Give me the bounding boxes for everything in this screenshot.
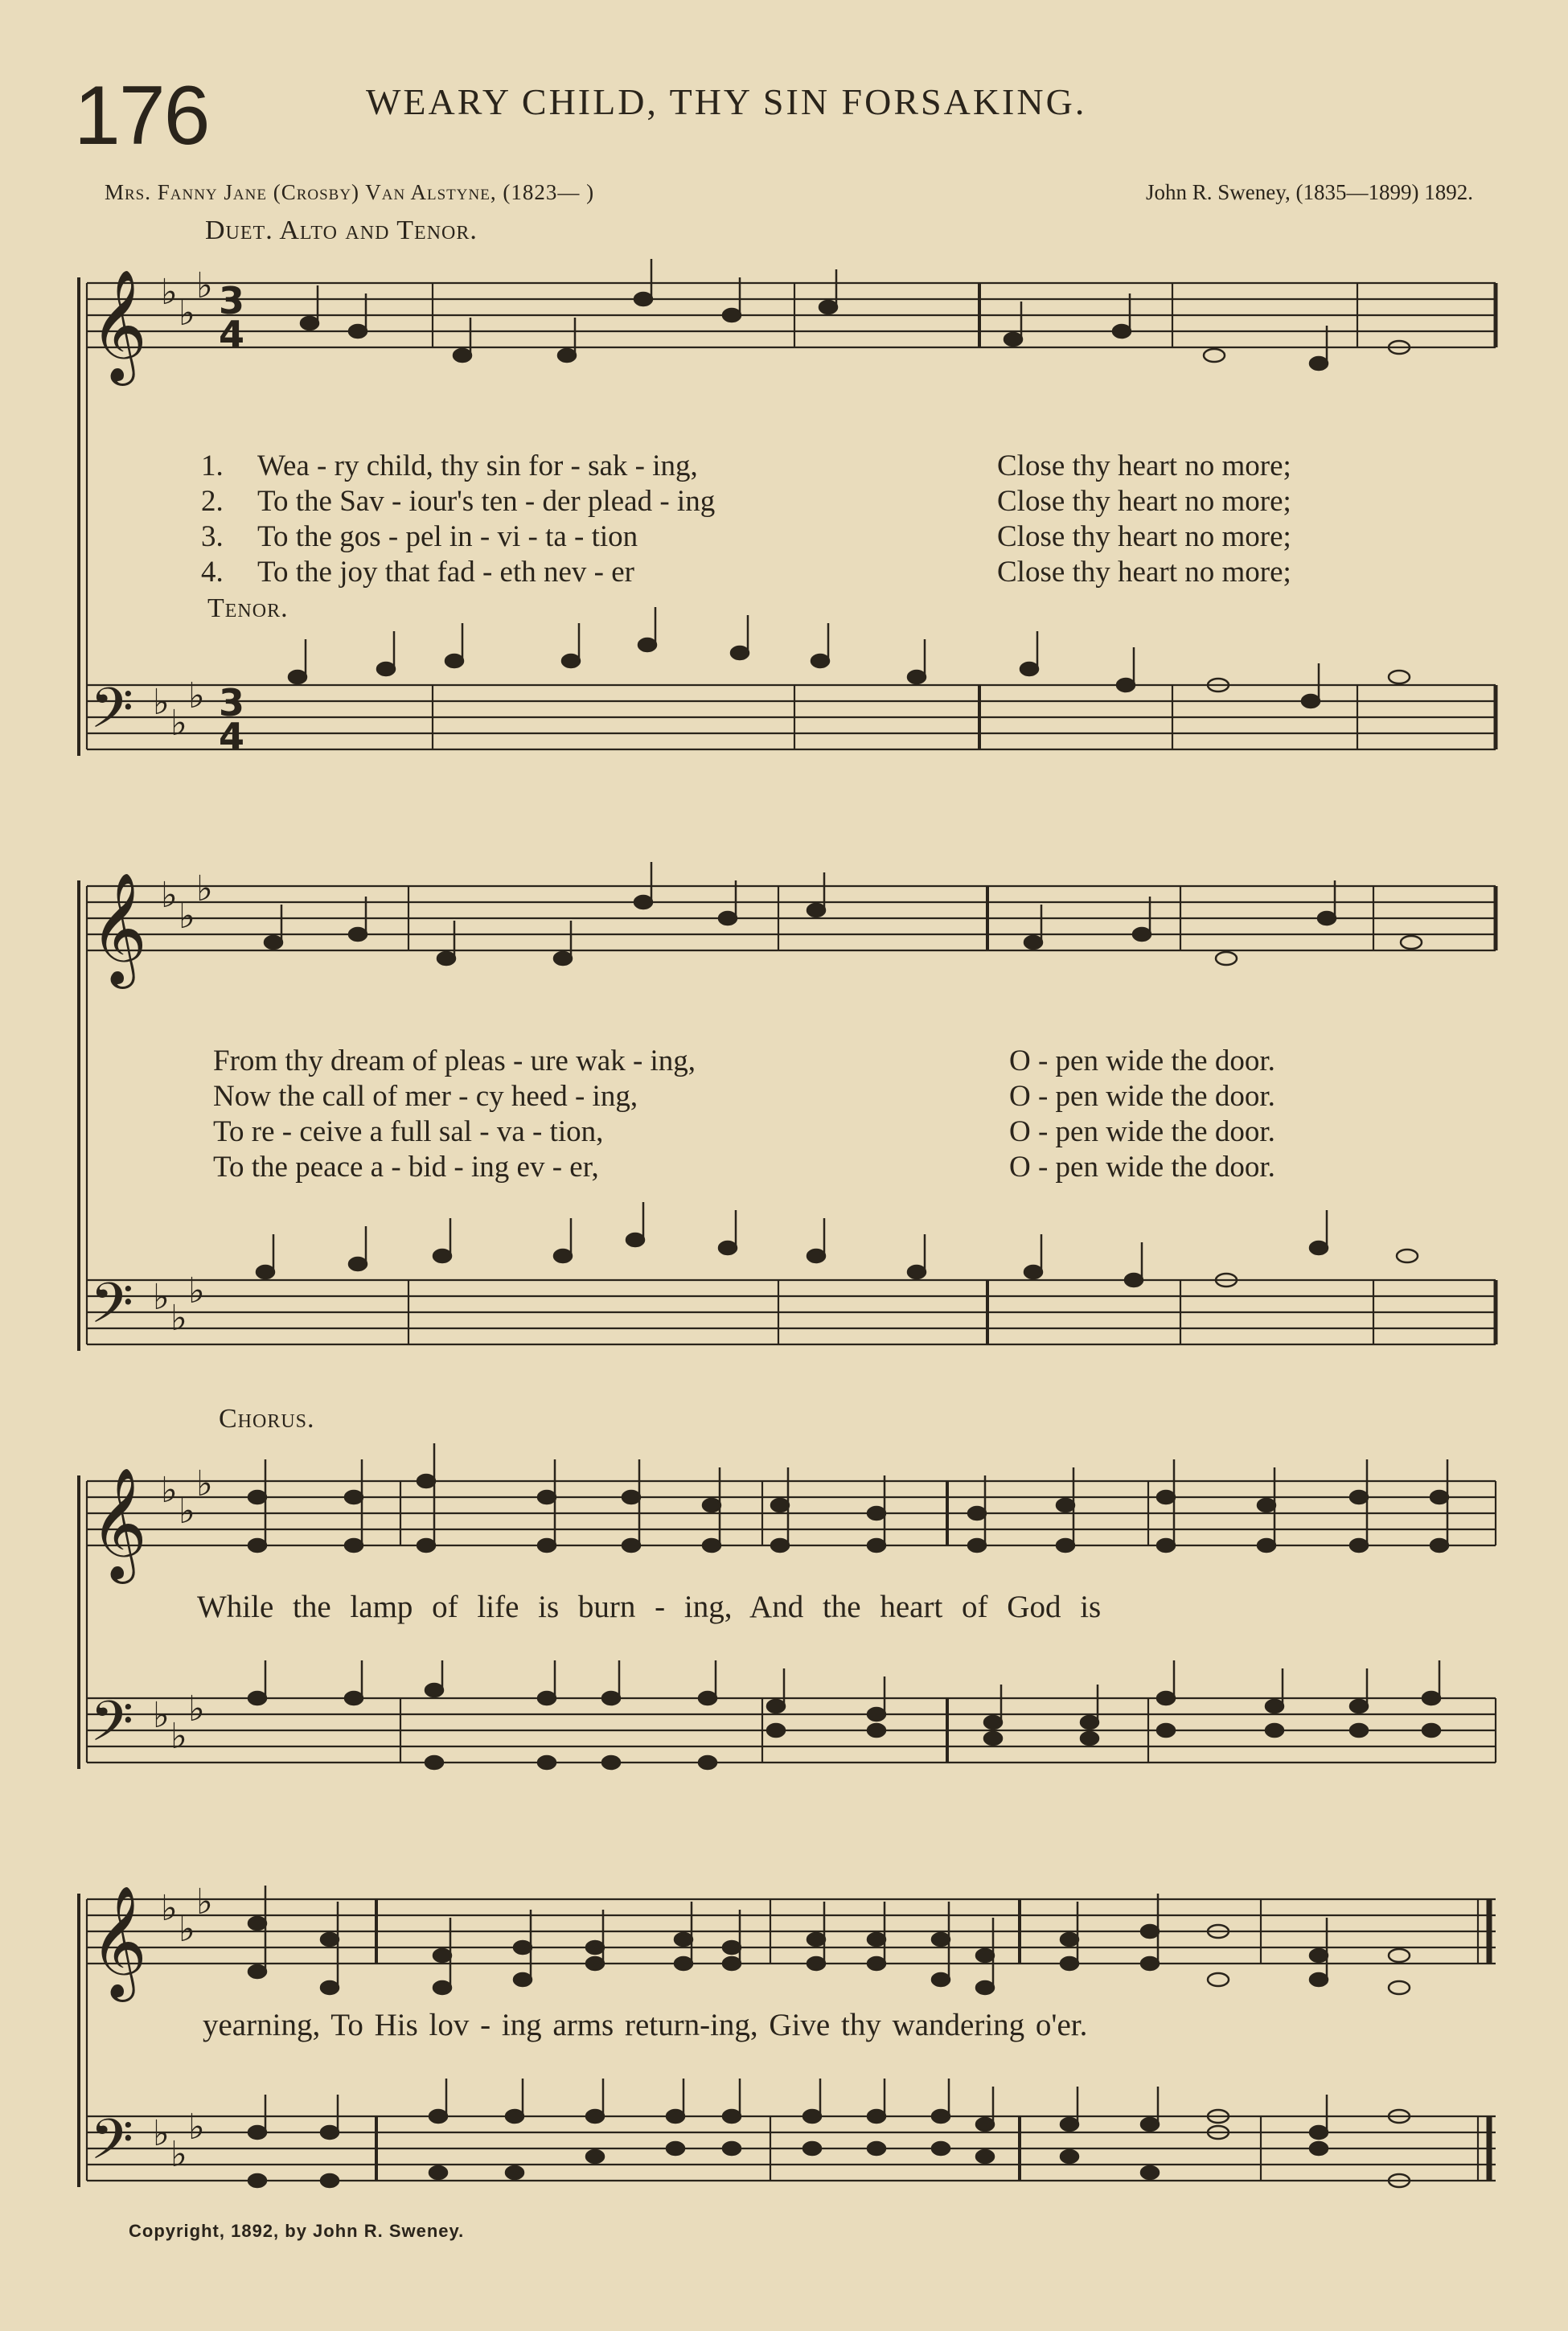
svg-text:♭: ♭: [153, 682, 170, 723]
svg-text:3: 3: [219, 681, 245, 724]
lyric-line: 3. To the gos - pel in - vi - ta - tion Close thy heart no more;: [201, 520, 1291, 553]
svg-text:♭: ♭: [161, 1470, 178, 1511]
duet-label: Duet. Alto and Tenor.: [205, 215, 478, 245]
verse-lyrics-line1: [201, 449, 1472, 590]
svg-text:♭: ♭: [153, 1277, 170, 1318]
svg-text:♭: ♭: [179, 896, 195, 937]
lyric-line: 4. To the joy that fad - eth nev - er Close thy heart no more;: [201, 556, 1291, 589]
svg-text:4: 4: [219, 313, 245, 356]
svg-text:♭: ♭: [170, 2134, 187, 2175]
svg-text:♭: ♭: [196, 265, 213, 306]
svg-text:♭: ♭: [196, 1463, 213, 1504]
svg-text:♭: ♭: [188, 675, 205, 716]
hymn-title: WEARY CHILD, THY SIN FORSAKING.: [366, 81, 1087, 122]
svg-text:♭: ♭: [179, 1909, 195, 1950]
svg-text:4: 4: [219, 715, 245, 758]
svg-text:3: 3: [219, 279, 245, 322]
svg-text:♭: ♭: [161, 1888, 178, 1929]
treble-clef-icon: 𝄞: [90, 1886, 147, 1997]
svg-text:♭: ♭: [170, 703, 187, 744]
lyric-line: To the peace a - bid - ing ev - er, O - pen wide the door.: [213, 1151, 1275, 1184]
svg-text:♭: ♭: [196, 1882, 213, 1923]
staff-treble-1: [87, 283, 1496, 347]
verse-lyrics-line2: [213, 1044, 1484, 1185]
bass-clef-icon: 𝄢: [90, 675, 134, 754]
staff-bass-4: [87, 2116, 1496, 2181]
lyric-line: From thy dream of pleas - ure wak - ing, O - pen wide the door.: [213, 1044, 1275, 1077]
svg-text:♭: ♭: [196, 868, 213, 909]
svg-text:♭: ♭: [161, 875, 178, 916]
bass-clef-icon: 𝄢: [90, 1270, 134, 1349]
svg-text:♭: ♭: [153, 2113, 170, 2154]
tenor-label: Tenor.: [207, 593, 289, 623]
hymn-number: 176: [74, 69, 209, 162]
bass-clef-icon: 𝄢: [90, 2107, 134, 2185]
composer-credit: John R. Sweney, (1835—1899) 1892.: [1146, 180, 1473, 204]
bass-clef-icon: 𝄢: [90, 1689, 134, 1767]
treble-clef-icon: 𝄞: [90, 269, 147, 381]
copyright-notice: Copyright, 1892, by John R. Sweney.: [129, 2221, 465, 2241]
treble-clef-icon: 𝄞: [90, 872, 147, 984]
svg-text:♭: ♭: [188, 2107, 205, 2148]
svg-text:♭: ♭: [179, 1491, 195, 1532]
chorus-lyric-line: yearning, To His lov - ing arms return-ing, Give thy wandering o'er.: [203, 2008, 1088, 2042]
lyric-line: Now the call of mer - cy heed - ing, O - pen wide the door.: [213, 1080, 1275, 1113]
lyric-line: To re - ceive a full sal - va - tion, O - pen wide the door.: [213, 1115, 1275, 1148]
svg-text:♭: ♭: [153, 1695, 170, 1736]
lyric-line: 1. Wea - ry child, thy sin for - sak - ing, Close thy heart no more;: [201, 449, 1291, 482]
svg-text:♭: ♭: [188, 1689, 205, 1730]
svg-text:♭: ♭: [170, 1298, 187, 1339]
chorus-lyric-line: While the lamp of life is burn - ing, And the heart of God is: [197, 1590, 1102, 1624]
author-credit: Mrs. Fanny Jane (Crosby) Van Alstyne, (1823— ): [105, 180, 595, 204]
svg-text:♭: ♭: [188, 1270, 205, 1311]
chorus-label: Chorus.: [219, 1404, 315, 1434]
staff-treble-2: [87, 886, 1496, 950]
staff-bass-2: [87, 1280, 1496, 1344]
svg-text:♭: ♭: [170, 1716, 187, 1757]
lyric-line: 2. To the Sav - iour's ten - der plead - ing Close thy heart no more;: [201, 485, 1291, 518]
svg-text:♭: ♭: [161, 272, 178, 313]
staff-treble-4: [87, 1899, 1496, 1964]
staff-treble-3: [87, 1481, 1496, 1545]
staff-bass-1: [87, 685, 1496, 749]
treble-clef-icon: 𝄞: [90, 1467, 147, 1579]
svg-text:♭: ♭: [179, 293, 195, 334]
